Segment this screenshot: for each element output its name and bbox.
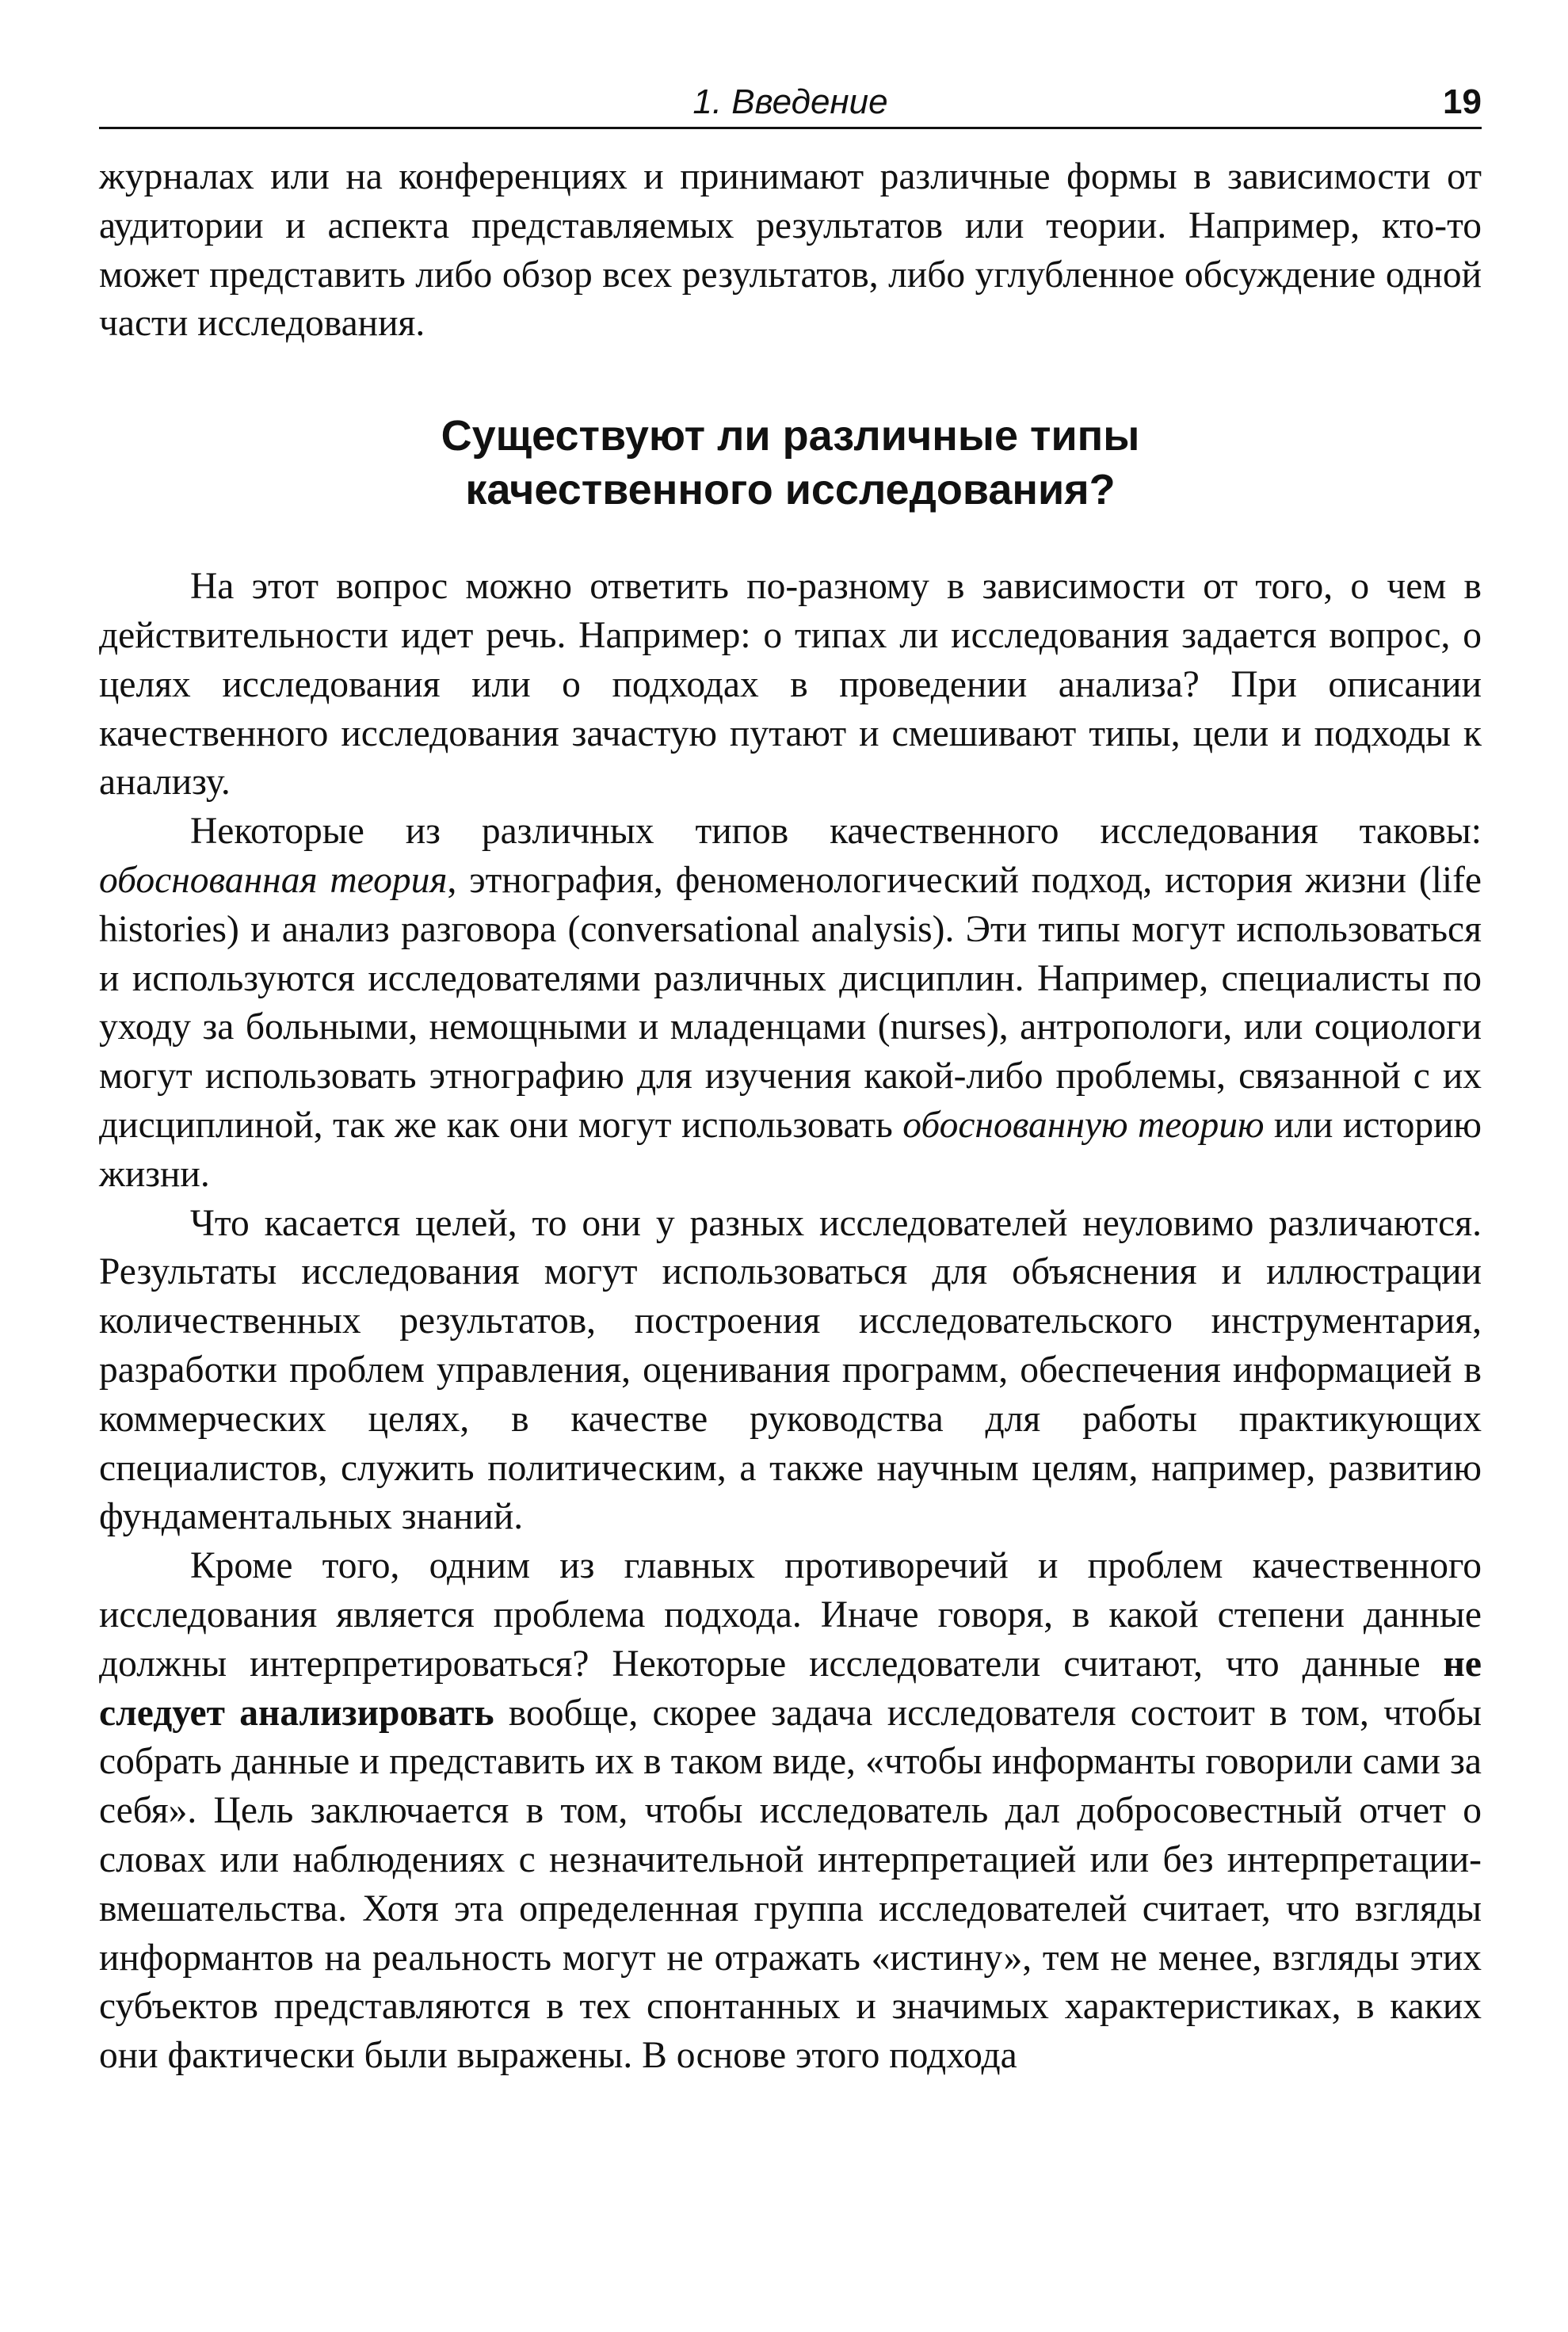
paragraph-4-bold: не следует анализировать (99, 1643, 1482, 1734)
page-number: 19 (1443, 82, 1482, 121)
section-heading-line-2: качественного исследования? (465, 466, 1116, 514)
paragraph-2-text-a: Некоторые из различных типов качественного исследования таковы: (190, 811, 1482, 853)
section-heading (99, 409, 1482, 517)
paragraph-4-text-a: Кроме того, одним из главных противоречий и проблем качественного исследования является проблема подхода. Иначе говоря, в какой степени данные должны интерпретироваться? Некоторые исследователи считают, что данные (99, 1545, 1482, 1685)
paragraph-4-text-b: вообще, скорее задача исследователя состоит в том, чтобы собрать данные и представить их в таком виде, «чтобы информанты говорили сами за себя». Цель заключается в том, чтобы исследователь дал добросовестный отчет о словах или наблюдениях с незначительной интерпретацией или без интерпретации-вмешательства. Хотя эта определенная группа исследователей считает, что взгляды информантов на реальность могут не отражать «истину», тем не менее, взгляды этих субъектов представляются в тех спонтанных и значимых характеристиках, в каких они фактически были выражены. В основе этого подхода (99, 1692, 1482, 2077)
paragraph-2-emphasis-1: обоснованная теория (99, 859, 448, 901)
paragraph-continued: журналах или на конференциях и принимают различные формы в зависимости от аудитории и аспекта представляемых результатов или теории. Например, кто-то может представить либо обзор всех результатов, либо углубленное обсуждение одной части исследования. (99, 156, 1482, 345)
paragraph-2-emphasis-2: обоснованную теорию (902, 1104, 1265, 1146)
paragraph-2 (99, 807, 1482, 1199)
body-text (99, 153, 1482, 2081)
paragraph-4 (99, 1542, 1482, 2081)
paragraph-3: Что касается целей, то они у разных исследователей неуловимо различаются. Результаты исследования могут использоваться для объяснения и иллюстрации количественных результатов, построения исследовательского инструментария, разработки проблем управления, оценивания программ, обеспечения информацией в коммерческих целях, в качестве руководства для работы практикующих специалистов, служить политическим, а также научным целям, например, развитию фундаментальных знаний. (99, 1202, 1482, 1538)
running-head (99, 79, 1482, 129)
section-heading-line-1: Существуют ли различные типы (441, 412, 1140, 460)
chapter-title: 1. Введение (692, 82, 888, 121)
book-page (99, 79, 1482, 2081)
paragraph-2-text-c: или историю жизни. (99, 1104, 1482, 1195)
paragraph-2-text-b: , этнография, феноменологический подход, история жизни (life histories) и анализ разговора (conversational analysis). Эти типы могут использоваться и используются исследователями различных дисциплин. Например, специалисты по уходу за больными, немощными и младенцами (nurses), антропологи, или социологи могут использовать этнографию для изучения какой-либо проблемы, связанной с их дисциплиной, так же как они могут использовать (99, 859, 1482, 1146)
paragraph-1: На этот вопрос можно ответить по-разному в зависимости от того, о чем в действительности идет речь. Например: о типах ли исследования задается вопрос, о целях исследования или о подходах в проведении анализа? При описании качественного исследования зачастую путают и смешивают типы, цели и подходы к анализу. (99, 566, 1482, 803)
